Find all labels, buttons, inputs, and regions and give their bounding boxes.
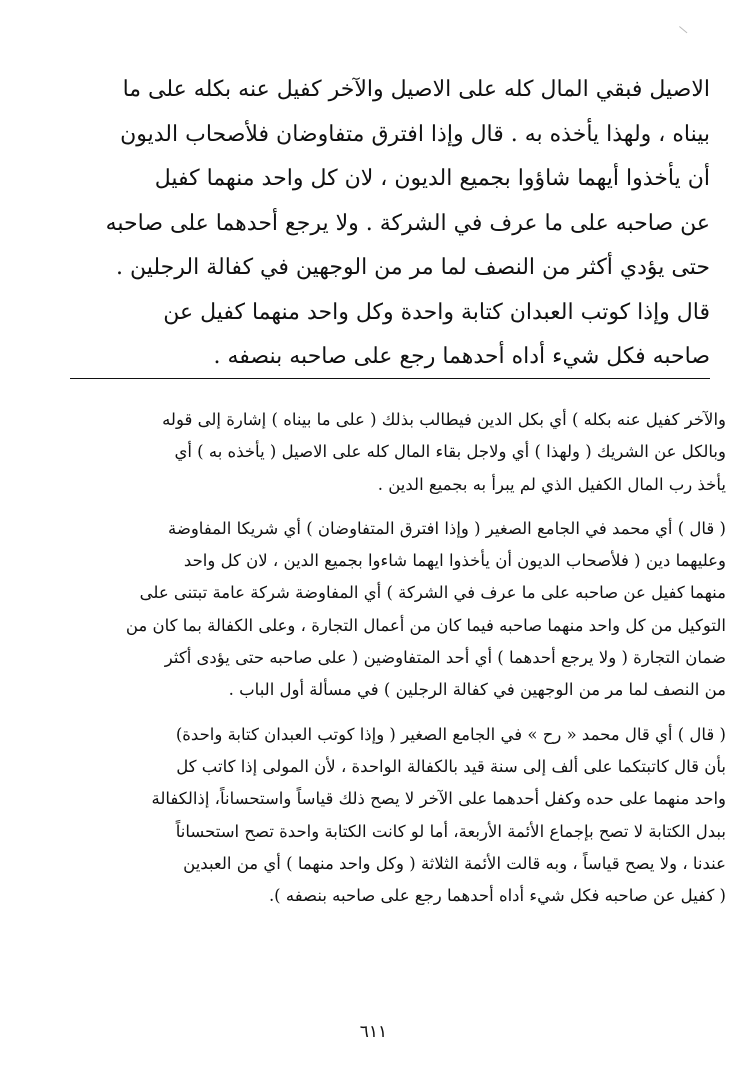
commentary-line: بأن قال كاتبتكما على ألف إلى سنة قيد بالكفالة الواحدة ، لأن المولى إذا كاتب كل [176,756,726,776]
main-text-line: أن يأخذوا أيهما شاؤوا بجميع الديون ، لان كل واحد منهما كفيل [154,166,710,191]
main-text-line: الاصيل فبقي المال كله على الاصيل والآخر كفيل عنه بكله على ما [122,77,710,102]
commentary-paragraph [66,719,726,913]
commentary-line: واحد منهما على حده وكفل أحدهما على الآخر لا يصح ذلك قياساً واستحساناً، إذالكفالة [151,789,726,809]
commentary-line: يأخذ رب المال الكفيل الذي لم يبرأ به بجميع الدين . [377,474,726,494]
commentary-line: وبالكل عن الشريك ( ولهذا ) أي ولاجل بقاء المال كله على الاصيل ( يأخذه به ) أي [174,442,726,462]
commentary-line: من النصف لما مر من الوجهين في كفالة الرجلين ) في مسألة أول الباب . [228,680,726,700]
paragraph-gap [66,501,726,513]
commentary-line: ببدل الكتابة لا تصح بإجماع الأئمة الأربعة، أما لو كانت الكتابة واحدة تصح استحساناً [175,821,726,841]
commentary-line: ( كفيل عن صاحبه فكل شيء أداه أحدهما رجع على صاحبه بنصفه ). [268,886,726,906]
main-text-line: صاحبه فكل شيء أداه أحدهما رجع على صاحبه بنصفه . [213,344,710,369]
main-text-line: حتى يؤدي أكثر من النصف لما مر من الوجهين في كفالة الرجلين . [116,255,710,280]
commentary-paragraph [66,404,726,501]
scan-mark [673,26,688,41]
section-divider [70,378,710,379]
page-number: ٦١١ [359,1022,388,1042]
commentary-line: منهما كفيل عن صاحبه على ما عرف في الشركة ) أي المفاوضة شركة عامة تبتنى على [139,583,726,603]
commentary-line: وعليهما دين ( فلأصحاب الديون أن يأخذوا ايهما شاءوا بجميع الدين ، لان كل واحد [183,551,726,571]
commentary [66,404,726,912]
commentary-paragraph [66,513,726,707]
paragraph-gap [66,707,726,719]
commentary-line: ( قال ) أي محمد في الجامع الصغير ( وإذا افترق المتفاوضان ) أي شريكا المفاوضة [167,518,726,538]
main-text [90,68,710,380]
commentary-line: ( قال ) أي قال محمد « رح » في الجامع الصغير ( وإذا كوتب العبدان كتابة واحدة) [175,724,726,744]
commentary-line: والآخر كفيل عنه بكله ) أي بكل الدين فيطالب بذلك ( على ما بيناه ) إشارة إلى قوله [162,410,726,429]
main-text-line: عن صاحبه على ما عرف في الشركة . ولا يرجع أحدهما على صاحبه [105,210,710,236]
main-text-line: بيناه ، ولهذا يأخذه به . قال وإذا افترق متفاوضان فلأصحاب الديون [120,121,710,147]
commentary-line: ضمان التجارة ( ولا يرجع أحدهما ) أي أحد المتفاوضين ( على صاحبه حتى يؤدى أكثر [164,648,726,668]
commentary-line: عندنا ، ولا يصح قياساً ، وبه قالت الأئمة الثلاثة ( وكل واحد منهما ) أي من العبدين [183,853,726,873]
main-text-line: قال وإذا كوتب العبدان كتابة واحدة وكل واحد منهما كفيل عن [163,299,710,325]
commentary-line: التوكيل من كل واحد منهما صاحبه فيما كان من أعمال التجارة ، وعلى الكفالة بما كان من [125,615,726,635]
